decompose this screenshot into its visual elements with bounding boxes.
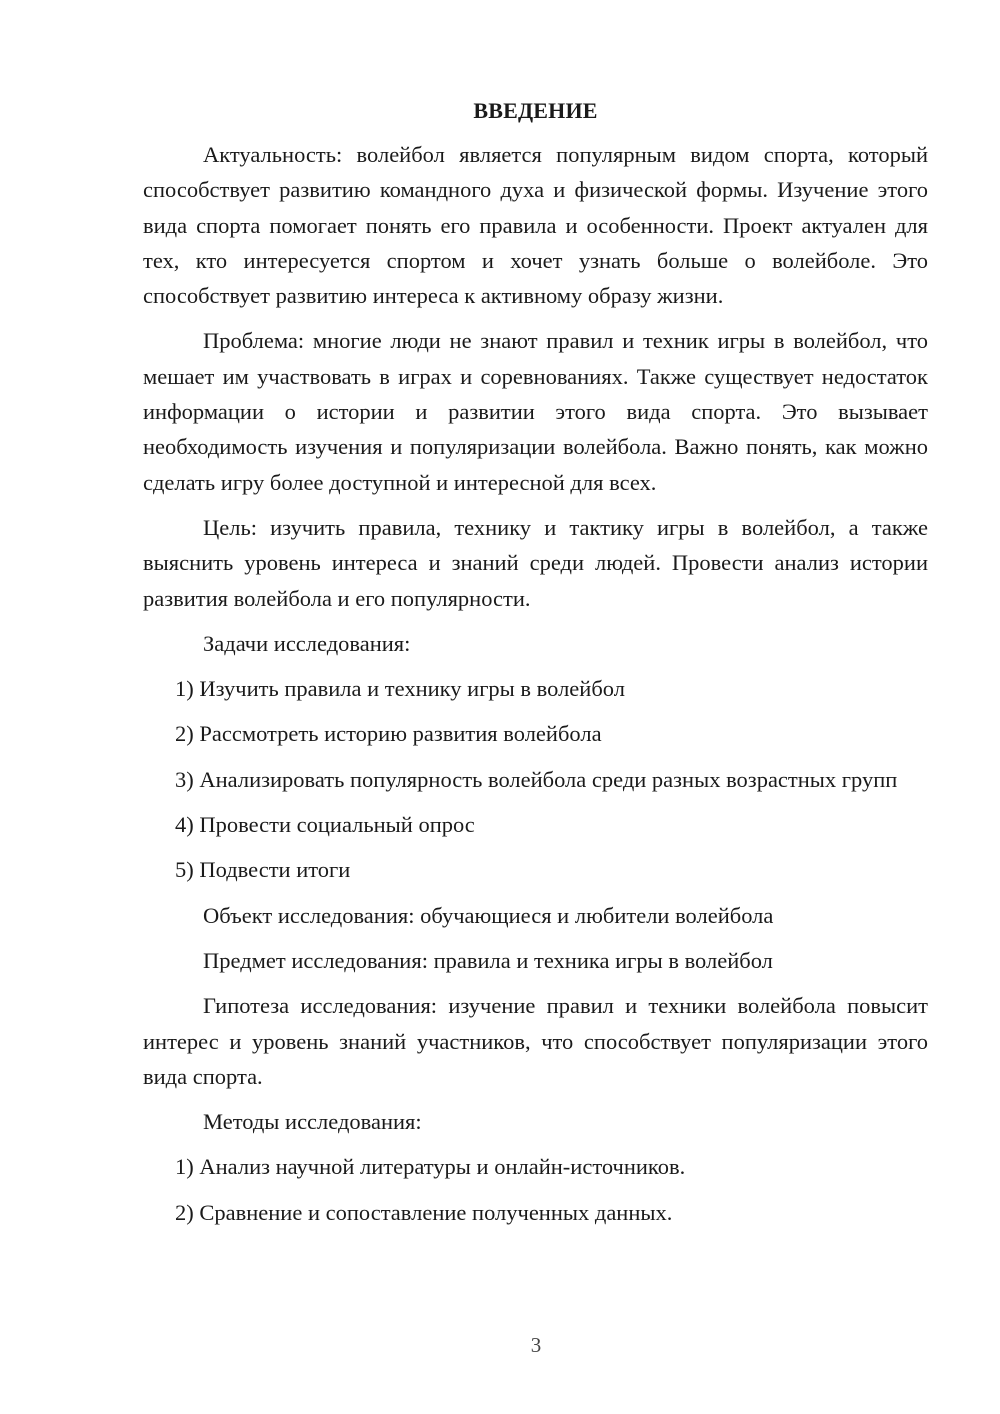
task-item: 2) Рассмотреть историю развития волейбола: [175, 721, 602, 747]
task-item: 3) Анализировать популярность волейбола среди разных возрастных групп: [175, 766, 898, 792]
tasks-heading: Задачи исследования:: [203, 630, 411, 656]
task-item: 1) Изучить правила и технику игры в волейбол: [175, 676, 625, 702]
task-item: 5) Подвести итоги: [175, 857, 351, 883]
relevance-paragraph: Актуальность: волейбол является популярным видом спорта, который способствует развитию командного духа и физической формы. Изучение этого вида спорта помогает понять его правила и особенности. Проект актуален для тех, кто интересуется спортом и хочет узнать больше о волейболе. Это способствует развитию интереса к активному образу жизни.: [143, 142, 928, 309]
research-object: Объект исследования: обучающиеся и любители волейбола: [203, 902, 774, 928]
problem-paragraph: Проблема: многие люди не знают правил и техник игры в волейбол, что мешает им участвовать в играх и соревнованиях. Также существует недостаток информации о истории и развитии этого вида спорта. Это вызывает необходимость изучения и популяризации волейбола. Важно понять, как можно сделать игру более доступной и интересной для всех.: [143, 328, 928, 495]
method-item: 2) Сравнение и сопоставление полученных данных.: [175, 1199, 673, 1225]
page-number: 3: [530, 1333, 542, 1357]
method-item: 1) Анализ научной литературы и онлайн-источников.: [175, 1154, 686, 1180]
goal-paragraph: Цель: изучить правила, технику и тактику игры в волейбол, а также выяснить уровень интереса и знаний среди людей. Провести анализ истории развития волейбола и его популярности.: [143, 514, 928, 611]
hypothesis-paragraph: Гипотеза исследования: изучение правил и техники волейбола повысит интерес и уровень знаний участников, что способствует популяризации этого вида спорта.: [143, 993, 928, 1089]
page-content: [143, 93, 928, 1240]
methods-heading: Методы исследования:: [203, 1109, 422, 1135]
page-title: ВВЕДЕНИЕ: [473, 98, 598, 123]
task-item: 4) Провести социальный опрос: [175, 812, 475, 838]
research-subject: Предмет исследования: правила и техника игры в волейбол: [203, 947, 773, 973]
